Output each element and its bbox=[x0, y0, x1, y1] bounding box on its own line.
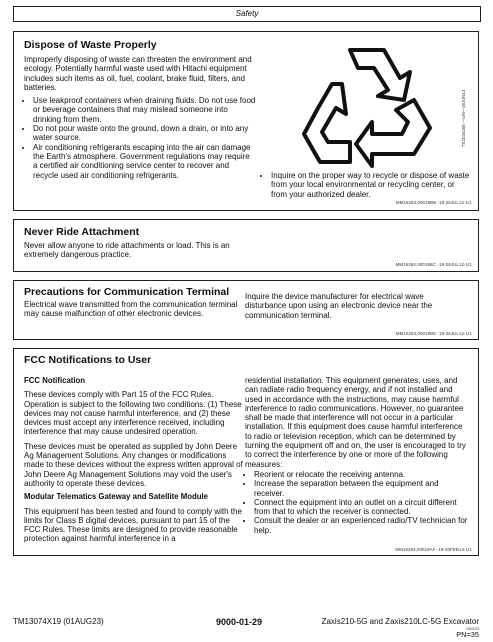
fcc-paragraph: These devices comply with Part 15 of the FCC Rules. Operation is subject to the following two conditions: (1) These devices may not cause harmful interference, and (2) these devices must accept any interference received, including interference that may cause undesired operation. bbox=[24, 390, 242, 437]
waste-bullet: • Do not pour waste onto the ground, down a drain, or into any water source. bbox=[33, 124, 256, 143]
footer-model-code: 080123 bbox=[466, 627, 479, 631]
section-title: FCC Notifications to User bbox=[24, 354, 152, 366]
section-title: Dispose of Waste Properly bbox=[24, 39, 157, 51]
waste-bullet: • Use leakproof containers when draining fluids. Do not use food or beverage containers that may mislead someone into drinking from them. bbox=[33, 96, 256, 124]
section-body: Never allow anyone to ride attachments or load. This is an extremely dangerous practice. bbox=[24, 241, 230, 260]
section-title: Never Ride Attachment bbox=[24, 226, 140, 238]
fcc-bullet: • Reorient or relocate the receiving antenna. bbox=[254, 470, 470, 479]
doc-code: MM16284,00019BC -19-26JUL12-1/1 bbox=[395, 262, 472, 267]
fcc-paragraph: These devices must be operated as supplied by John Deere Ag Management Solutions. Any changes or modifications made to these devices without the express written approval of John Deere Ag Management Solutions may void the user's authority to operate these devices. bbox=[24, 441, 243, 488]
section-body-left bbox=[24, 55, 256, 180]
image-code: TX1034266 —UN—28JUN13 bbox=[461, 89, 466, 147]
section-body-right bbox=[262, 171, 470, 199]
section-body-left: Electrical wave transmitted from the communication terminal may cause malfunction of other electronic devices. bbox=[24, 300, 238, 319]
footer-doc-number: TM13074X19 (01AUG23) bbox=[13, 617, 104, 626]
fcc-bullet: • Increase the separation between the equipment and receiver. bbox=[254, 479, 470, 498]
section-fcc bbox=[13, 348, 479, 556]
waste-intro: Improperly disposing of waste can threaten the environment and ecology. Potentially harmful waste used with Hitachi equipment includes such items as oil, fuel, coolant, brake fluid, filters, and batteries. bbox=[24, 55, 252, 92]
doc-code: MM16284,00019BB -19-26JUL12-1/1 bbox=[395, 200, 472, 205]
section-body-left bbox=[24, 376, 246, 544]
fcc-paragraph: residential installation. This equipment generates, uses, and can radiate radio frequency energy, and if not installed and used in accordance with the instructions, may cause harmful interference to radio communications. However, no guarantee shall be made that interference will not occur in a particular installation. If this equipment does cause harmful interference to radio or television reception, which can be determined by turning the equipment off and on, the user is encouraged to try to correct the interference by one or more of the following measures: bbox=[245, 376, 466, 469]
section-body-right: Inquire the device manufacturer for electrical wave disturbance upon using an electronic device near the communication terminal. bbox=[245, 292, 433, 320]
doc-code: MM16284,00019BE -19-26JUL12-1/1 bbox=[395, 331, 472, 336]
page-header bbox=[13, 6, 481, 22]
header-title: Safety bbox=[235, 9, 259, 18]
footer-pn: PN=35 bbox=[456, 630, 479, 639]
waste-bullet: • Air conditioning refrigerants escaping into the air can damage the Earth's atmosphere. Government regulations may require a certified air conditioning service center to recover and recycle used air conditioning refrigerants. bbox=[33, 143, 256, 180]
section-never-ride bbox=[13, 219, 479, 272]
section-title: Precautions for Communication Terminal bbox=[24, 286, 230, 298]
fcc-paragraph: This equipment has been tested and found to comply with the limits for Class B digital devices, pursuant to part 15 of the FCC Rules. These limits are designed to provide reasonable protection against harmful interference in a bbox=[24, 506, 242, 544]
fcc-bullet: • Consult the dealer or an experienced radio/TV technician for help. bbox=[254, 516, 470, 535]
recycle-icon bbox=[292, 38, 442, 173]
footer-page-number: 9000-01-29 bbox=[216, 617, 263, 627]
fcc-bullet: • Connect the equipment into an outlet on a circuit different from that to which the receiver is connected. bbox=[254, 498, 470, 517]
section-dispose-waste bbox=[13, 31, 479, 211]
waste-right-bullet: • Inquire on the proper way to recycle or dispose of waste from your local environmental or recycling center, or from your authorized dealer. bbox=[271, 171, 470, 199]
section-comm-terminal bbox=[13, 280, 479, 340]
doc-code: MM16284,00019AF -19-20FEB13-1/1 bbox=[395, 547, 472, 552]
footer-model: Zaxis210-5G and Zaxis210LC-5G Excavator bbox=[321, 617, 479, 626]
section-body-right bbox=[245, 376, 470, 535]
fcc-subheading: FCC Notification bbox=[24, 376, 86, 385]
fcc-subheading: Modular Telematics Gateway and Satellite Module bbox=[24, 492, 208, 502]
